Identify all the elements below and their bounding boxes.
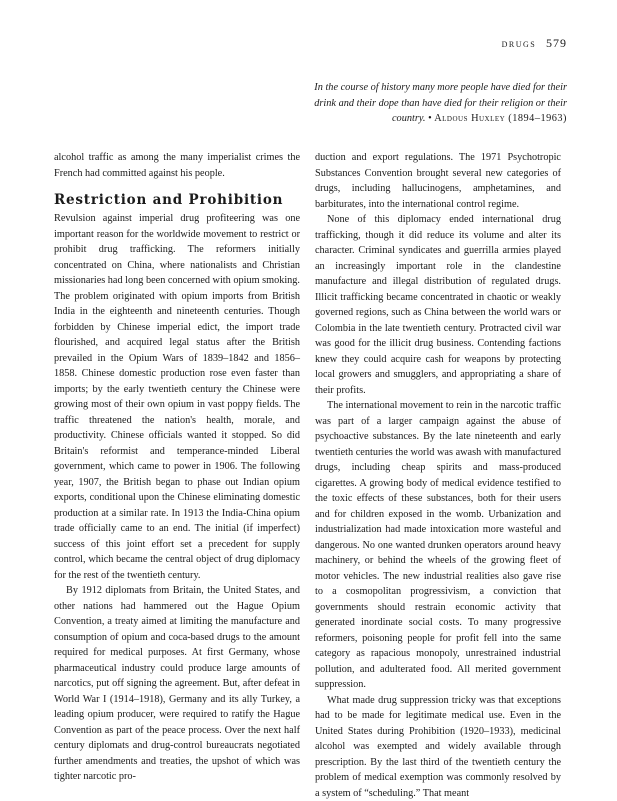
left-column [54, 150, 300, 785]
epigraph-attribution: Aldous Huxley (1894–1963) [434, 113, 567, 124]
paragraph: By 1912 diplomats from Britain, the United States, and other nations had hammered out the Hague Opium Convention, a treaty aimed at limiting the manufacture and consumption of opium and coca-based drugs to the amount required for medical purposes. At first Germany, whose pharmaceutical industry could produce large amounts of narcotics, put off signing the agreement. But, after defeat in World War I (1914–1918), Germany and its ally Turkey, a leading opium producer, were required to ratify the Hague Convention as part of the peace process. Over the next half century diplomats and drug-control bureaucrats negotiated further amendments and treaties, the upshot of which was tighter narcotic pro- [54, 583, 300, 785]
epigraph-bullet: • [428, 113, 432, 124]
section-title: drugs [502, 38, 537, 50]
page-number: 579 [546, 36, 567, 50]
paragraph: Revulsion against imperial drug profiteering was one important reason for the worldwide movement to restrict or prohibit drug trafficking. The reformers initially concentrated on China, where nationalists and Christian missionaries had long been concerned with opium smoking. The problem originated with opium imports from British India in the eighteenth and nineteenth centuries. Though forbidden by Chinese imperial edict, the import trade flourished, and acquired legal status after the British prevailed in the Opium Wars of 1839–1842 and 1856–1858. Chinese domestic production rose even faster than imports; by the early twentieth century the Chinese were growing most of their own opium in vast poppy fields. The traffic threatened the nation's health, morale, and productivity. Chinese officials wanted it stopped. So did Britain's reformist and temperance-minded Liberal government, which came to power in 1906. The following year, 1907, the British began to phase out Indian opium exports, conditional upon the Chinese eliminating domestic production at a similar rate. In 1913 the India-China opium trade officially came to an end. The initial (if imperfect) success of this joint effort set a precedent for supply control, which became the central object of drug diplomacy for the rest of the twentieth century. [54, 211, 300, 583]
paragraph: None of this diplomacy ended international drug trafficking, though it did reduce its volume and alter its character. Criminal syndicates and guerrilla armies played an increasingly important role in the clandestine manufacture and illegal distribution of regulated drugs. Illicit trafficking became concentrated in chaotic or weakly governed regions, such as China between the world wars or Colombia in the late twentieth century. Protracted civil war was good for the illicit drug business. Contending factions knew they could acquire cash for weapons by protecting local growers and smugglers, and appropriating a share of their profits. [315, 212, 561, 398]
right-column [315, 150, 561, 801]
paragraph: alcohol traffic as among the many imperialist crimes the French had committed against his people. [54, 150, 300, 181]
section-heading: Restriction and Prohibition [54, 192, 300, 209]
epigraph [297, 80, 567, 127]
paragraph: The international movement to rein in the narcotic traffic was part of a larger campaign against the abuse of psychoactive substances. By the late nineteenth and early twentieth centuries the world was awash with manufactured drugs, including cheap spirits and mass-produced cigarettes. A growing body of medical evidence testified to the toxic effects of these substances, both for their users and for children exposed in the womb. Urbanization and industrialization had made intoxication more wasteful and dangerous. No one wanted drunken operators around heavy machinery, or behind the wheels of the growing fleet of motor vehicles. The new industrial realities also gave rise to a cosmopolitan progressivism, a conviction that governments should restrain economic activity that generated inordinate social costs. To many progressive reformers, poisoning people for profit fell into the same category as rapacious monopoly, unrestrained industrial pollution, and adulterated food. All merited government suppression. [315, 398, 561, 693]
paragraph: duction and export regulations. The 1971 Psychotropic Substances Convention brought several new categories of drugs, including hallucinogens, amphetamines, and barbiturates, into the international control regime. [315, 150, 561, 212]
epigraph-quote: In the course of history many more people have died for their drink and their dope than have died for their religion or their country. [314, 82, 567, 124]
paragraph: What made drug suppression tricky was that exceptions had to be made for legitimate medical use. Even in the United States during Prohibition (1920–1933), medicinal alcohol was exempted and widely available through prescription. By the last third of the twentieth century the problem of medical exemption was commonly resolved by a system of “scheduling.” That meant [315, 693, 561, 801]
running-head [502, 36, 567, 51]
